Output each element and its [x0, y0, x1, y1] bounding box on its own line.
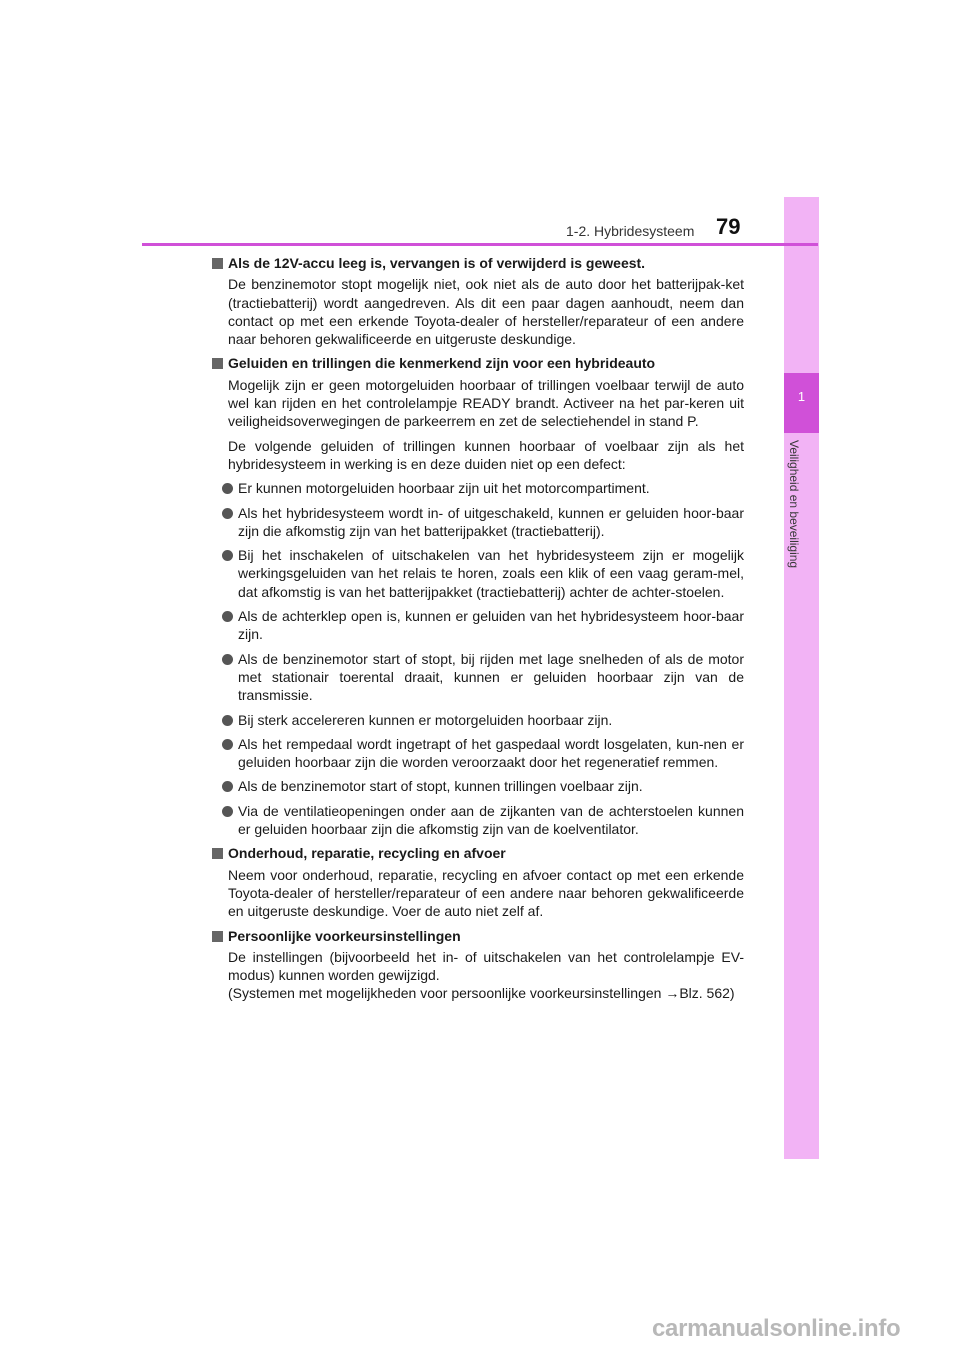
list-item-text: Bij het inschakelen of uitschakelen van het hybridesysteem zijn er mogelijk werkingsgeluiden van het relais te horen, zoals een klik of een vaag geram-mel, dat afkomstig is van het batterijpakket (tractiebatterij) achter de achter-stoelen.	[238, 547, 744, 600]
section-noises-vibrations	[211, 354, 744, 838]
bullet-dot-icon	[222, 508, 233, 519]
bullet-dot-icon	[222, 654, 233, 665]
heading-text: Geluiden en trillingen die kenmerkend zijn voor een hybrideauto	[228, 355, 656, 372]
list-item	[228, 711, 744, 729]
page-reference-link[interactable]: (Systemen met mogelijkheden voor persoonlijke voorkeursinstellingen →Blz. 562)	[228, 985, 735, 1002]
list-item	[228, 650, 744, 705]
list-item-text: Via de ventilatieopeningen onder aan de zijkanten van de achterstoelen kunnen er geluiden hoorbaar zijn die afkomstig zijn van de koelventilator.	[238, 802, 744, 838]
square-bullet-icon	[212, 358, 223, 369]
watermark-logo: carmanualsonline.info	[652, 1315, 901, 1342]
bullet-dot-icon	[222, 715, 233, 726]
chapter-number: 1	[797, 389, 806, 404]
list-item-text: Bij sterk accelereren kunnen er motorgeluiden hoorbaar zijn.	[238, 711, 613, 728]
section-heading	[211, 844, 744, 862]
section-heading	[211, 927, 744, 945]
list-item	[228, 504, 744, 541]
list-item-text: Als de benzinemotor start of stopt, kunnen trillingen voelbaar zijn.	[238, 778, 643, 795]
paragraph: Mogelijk zijn er geen motorgeluiden hoorbaar of trillingen voelbaar terwijl de auto wel kan rijden en het controlelampje READY brandt. Activeer na het par-keren uit veiligheidsoverwegingen de parkeerrem en zet de selectiehendel in stand P.	[228, 376, 744, 430]
section-heading	[211, 254, 744, 272]
square-bullet-icon	[212, 848, 223, 859]
chapter-title: Veiligheid en beveiliging	[787, 440, 801, 569]
page-content	[211, 254, 744, 1009]
bullet-dot-icon	[222, 611, 233, 622]
square-bullet-icon	[212, 931, 223, 942]
heading-text: Persoonlijke voorkeursinstellingen	[228, 927, 461, 944]
list-item-text: Als de achterklep open is, kunnen er geluiden van het hybridesysteem hoor-baar zijn.	[238, 608, 744, 643]
header-divider	[142, 243, 818, 246]
bullet-dot-icon	[222, 806, 233, 817]
section-maintenance	[211, 844, 744, 920]
paragraph: De volgende geluiden of trillingen kunnen hoorbaar of voelbaar zijn als het hybridesysteem in werking is en deze duiden niet op een defect:	[228, 437, 744, 472]
list-item	[228, 735, 744, 772]
square-bullet-icon	[212, 258, 223, 269]
chapter-side-tab	[784, 197, 819, 1159]
list-item-text: Als de benzinemotor start of stopt, bij rijden met lage snelheden of als de motor met stationair toerental draait, kunnen er geluiden hoorbaar zijn van de transmissie.	[238, 650, 744, 704]
list-item-text: Als het hybridesysteem wordt in- of uitgeschakeld, kunnen er geluiden hoor-baar zijn die afkomstig zijn van het batterijpakket (tractiebatterij).	[238, 504, 744, 539]
list-item	[228, 607, 744, 644]
paragraph: De instellingen (bijvoorbeeld het in- of uitschakelen van het controlelampje EV-modus) kunnen worden gewijzigd.	[228, 948, 744, 984]
section-12v-battery	[211, 254, 744, 348]
paragraph: Neem voor onderhoud, reparatie, recycling en afvoer contact op met een erkende Toyota-dealer of hersteller/reparateur of een andere naar behoren gekwalificeerde en uitgeruste deskundige. Voer de auto niet zelf af.	[228, 866, 744, 920]
list-item	[228, 802, 744, 839]
list-item-text: Als het rempedaal wordt ingetrapt of het gaspedaal wordt losgelaten, kun-nen er geluiden hoorbaar zijn die worden veroorzaakt door het regeneratief remmen.	[238, 735, 744, 771]
paragraph: De benzinemotor stopt mogelijk niet, ook niet als de auto door het batterijpak-ket (tractiebatterij) wordt aangedreven. Als dit een paar dagen aanhoudt, neem dan contact op met een erkende Toyota-dealer of hersteller/reparateur of een andere naar behoren gekwalificeerde en uitgeruste deskundige.	[228, 276, 744, 348]
bullet-dot-icon	[222, 483, 233, 494]
section-personal-settings	[211, 927, 744, 1003]
list-item-text: Er kunnen motorgeluiden hoorbaar zijn uit het motorcompartiment.	[238, 480, 650, 497]
heading-text: Onderhoud, reparatie, recycling en afvoer	[228, 845, 506, 862]
page-number: 79	[716, 214, 741, 239]
list-item	[228, 777, 744, 795]
section-title: 1-2. Hybridesysteem	[566, 223, 695, 239]
bullet-dot-icon	[222, 739, 233, 750]
list-item	[228, 479, 744, 497]
bullet-dot-icon	[222, 781, 233, 792]
heading-text: Als de 12V-accu leeg is, vervangen is of verwijderd is geweest.	[228, 255, 646, 271]
bullet-dot-icon	[222, 550, 233, 561]
list-item	[228, 546, 744, 601]
section-heading	[211, 354, 744, 372]
